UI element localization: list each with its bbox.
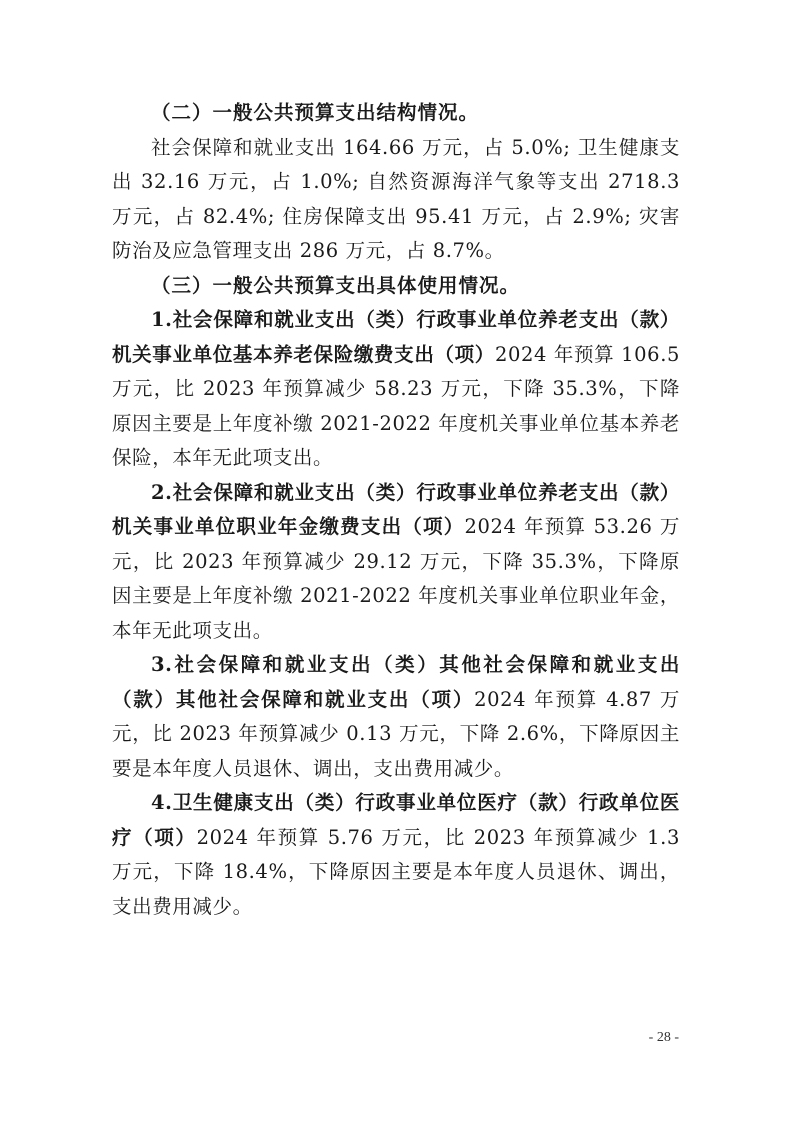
item-number: 4. <box>151 791 173 814</box>
item-text: 2024 年预算 4.87 万元，比 2023 年预算减少 0.13 万元，下降 2.6%，下降原因主要是本年度人员退休、调出，支出费用减少。 <box>112 687 681 780</box>
item-paragraph-1 <box>112 303 680 476</box>
item-lead: 社会保障和就业支出（类）行政事业单位养老支出（款）机关事业单位基本养老保险缴费支出（项） <box>112 308 680 366</box>
item-paragraph-4 <box>112 786 680 924</box>
structure-paragraph: 社会保障和就业支出 164.66 万元，占 5.0%; 卫生健康支出 32.16 万元，占 1.0%; 自然资源海洋气象等支出 2718.3 万元，占 82.4%; 住房保障支出 95.41 万元，占 2.9%; 灾害防治及应急管理支出 286 万元，占 8.7%。 <box>112 135 680 262</box>
section-heading-usage: （三）一般公共预算支出具体使用情况。 <box>151 273 521 297</box>
item-number: 1. <box>151 308 173 331</box>
item-text: 2024 年预算 53.26 万元，比 2023 年预算减少 29.12 万元，下降 35.3%，下降原因主要是上年度补缴 2021-2022 年度机关事业单位职业年金，本年无此项支出。 <box>112 515 680 642</box>
item-lead: 卫生健康支出（类）行政事业单位医疗（款）行政单位医疗（项） <box>112 791 680 849</box>
page-number: - 28 - <box>648 1030 679 1045</box>
item-text: 2024 年预算 106.5 万元，比 2023 年预算减少 58.23 万元，下降 35.3%，下降原因主要是上年度补缴 2021-2022 年度机关事业单位基本养老保险，本年无此项支出。 <box>112 342 680 469</box>
item-text: 2024 年预算 5.76 万元，比 2023 年预算减少 1.3 万元，下降 18.4%，下降原因主要是本年度人员退休、调出，支出费用减少。 <box>112 825 680 918</box>
item-lead: 社会保障和就业支出（类）其他社会保障和就业支出（款）其他社会保障和就业支出（项） <box>112 653 680 711</box>
item-paragraph-2 <box>112 476 680 649</box>
item-number: 2. <box>151 480 173 504</box>
item-lead: 社会保障和就业支出（类）行政事业单位养老支出（款）机关事业单位职业年金缴费支出（项） <box>112 480 680 538</box>
item-paragraph-3 <box>112 648 680 786</box>
section-heading-structure: （二）一般公共预算支出结构情况。 <box>151 101 480 124</box>
item-number: 3. <box>151 653 173 676</box>
document-page <box>112 96 680 924</box>
